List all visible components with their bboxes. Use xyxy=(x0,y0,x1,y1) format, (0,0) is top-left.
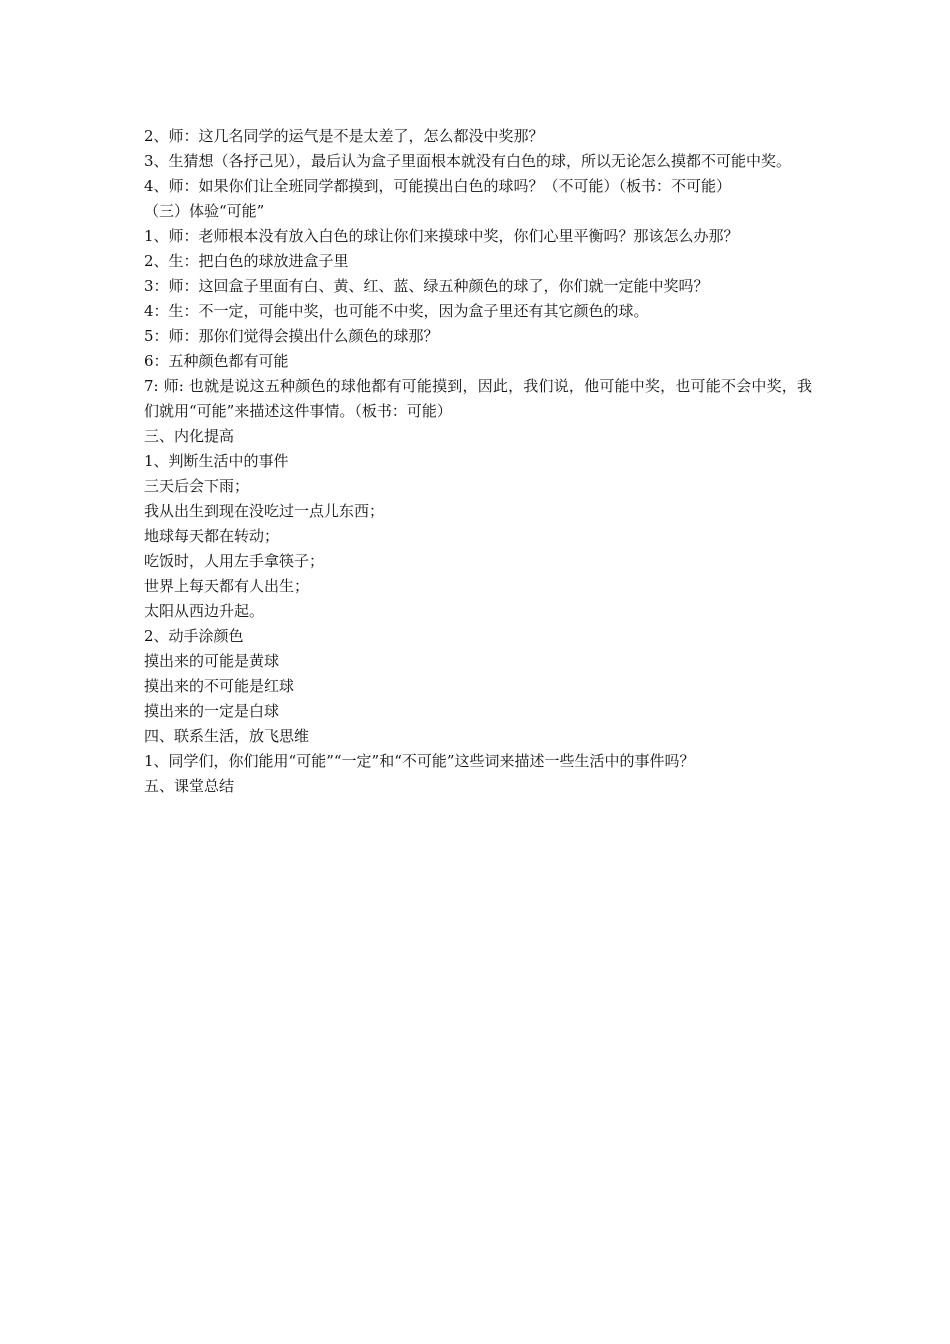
line-teacher-3: 3：师：这回盒子里面有白、黄、红、蓝、绿五种颜色的球了，你们就一定能中奖吗？ xyxy=(144,277,709,295)
line-classmates-question: 1、同学们，你们能用“可能”“一定”和“不可能”这些词来描述一些生活中的事件吗？ xyxy=(144,752,695,770)
line-teacher-question-4: 4、师：如果你们让全班同学都摸到，可能摸出白色的球吗？（不可能）（板书：不可能） xyxy=(144,177,732,195)
section-heading-internalize: 三、内化提高 xyxy=(144,427,235,445)
line-student-guess-3: 3、生猜想（各抒己见），最后认为盒子里面根本就没有白色的球，所以无论怎么摸都不可能中奖。 xyxy=(144,152,792,170)
line-student-2: 2、生：把白色的球放进盒子里 xyxy=(144,252,349,270)
line-teacher-question-2: 2、师：这几名同学的运气是不是太差了，怎么都没中奖那？ xyxy=(144,127,544,145)
section-heading-summary: 五、课堂总结 xyxy=(144,777,235,795)
event-item: 吃饭时，人用左手拿筷子； xyxy=(144,552,325,570)
subheading-color-activity: 2、动手涂颜色 xyxy=(144,627,244,645)
line-teacher-5: 5：师：那你们觉得会摸出什么颜色的球那？ xyxy=(144,327,439,345)
section-heading-connect-life: 四、联系生活，放飞思维 xyxy=(144,727,310,745)
line-teacher-7: 7: 师: 也就是说这五种颜色的球他都有可能摸到，因此，我们说，他可能中奖，也可能不会中奖，我们就用“可能”来描述这件事情。（板书：可能） xyxy=(144,377,812,420)
subheading-judge-events: 1、判断生活中的事件 xyxy=(144,452,289,470)
line-student-4: 4：生：不一定，可能中奖，也可能不中奖，因为盒子里还有其它颜色的球。 xyxy=(144,302,649,320)
color-item: 摸出来的不可能是红球 xyxy=(144,677,295,695)
document-body xyxy=(144,124,812,799)
event-item: 三天后会下雨； xyxy=(144,477,250,495)
event-item: 我从出生到现在没吃过一点儿东西； xyxy=(144,502,385,520)
color-item: 摸出来的一定是白球 xyxy=(144,702,280,720)
event-item: 太阳从西边升起。 xyxy=(144,602,265,620)
line-answer-6: 6：五种颜色都有可能 xyxy=(144,352,289,370)
section-heading-experience-possible: （三）体验“可能” xyxy=(144,202,265,220)
event-item: 地球每天都在转动； xyxy=(144,527,280,545)
event-item: 世界上每天都有人出生； xyxy=(144,577,310,595)
line-teacher-1: 1、师：老师根本没有放入白色的球让你们来摸球中奖，你们心里平衡吗？那该怎么办那？ xyxy=(144,227,739,245)
color-item: 摸出来的可能是黄球 xyxy=(144,652,280,670)
